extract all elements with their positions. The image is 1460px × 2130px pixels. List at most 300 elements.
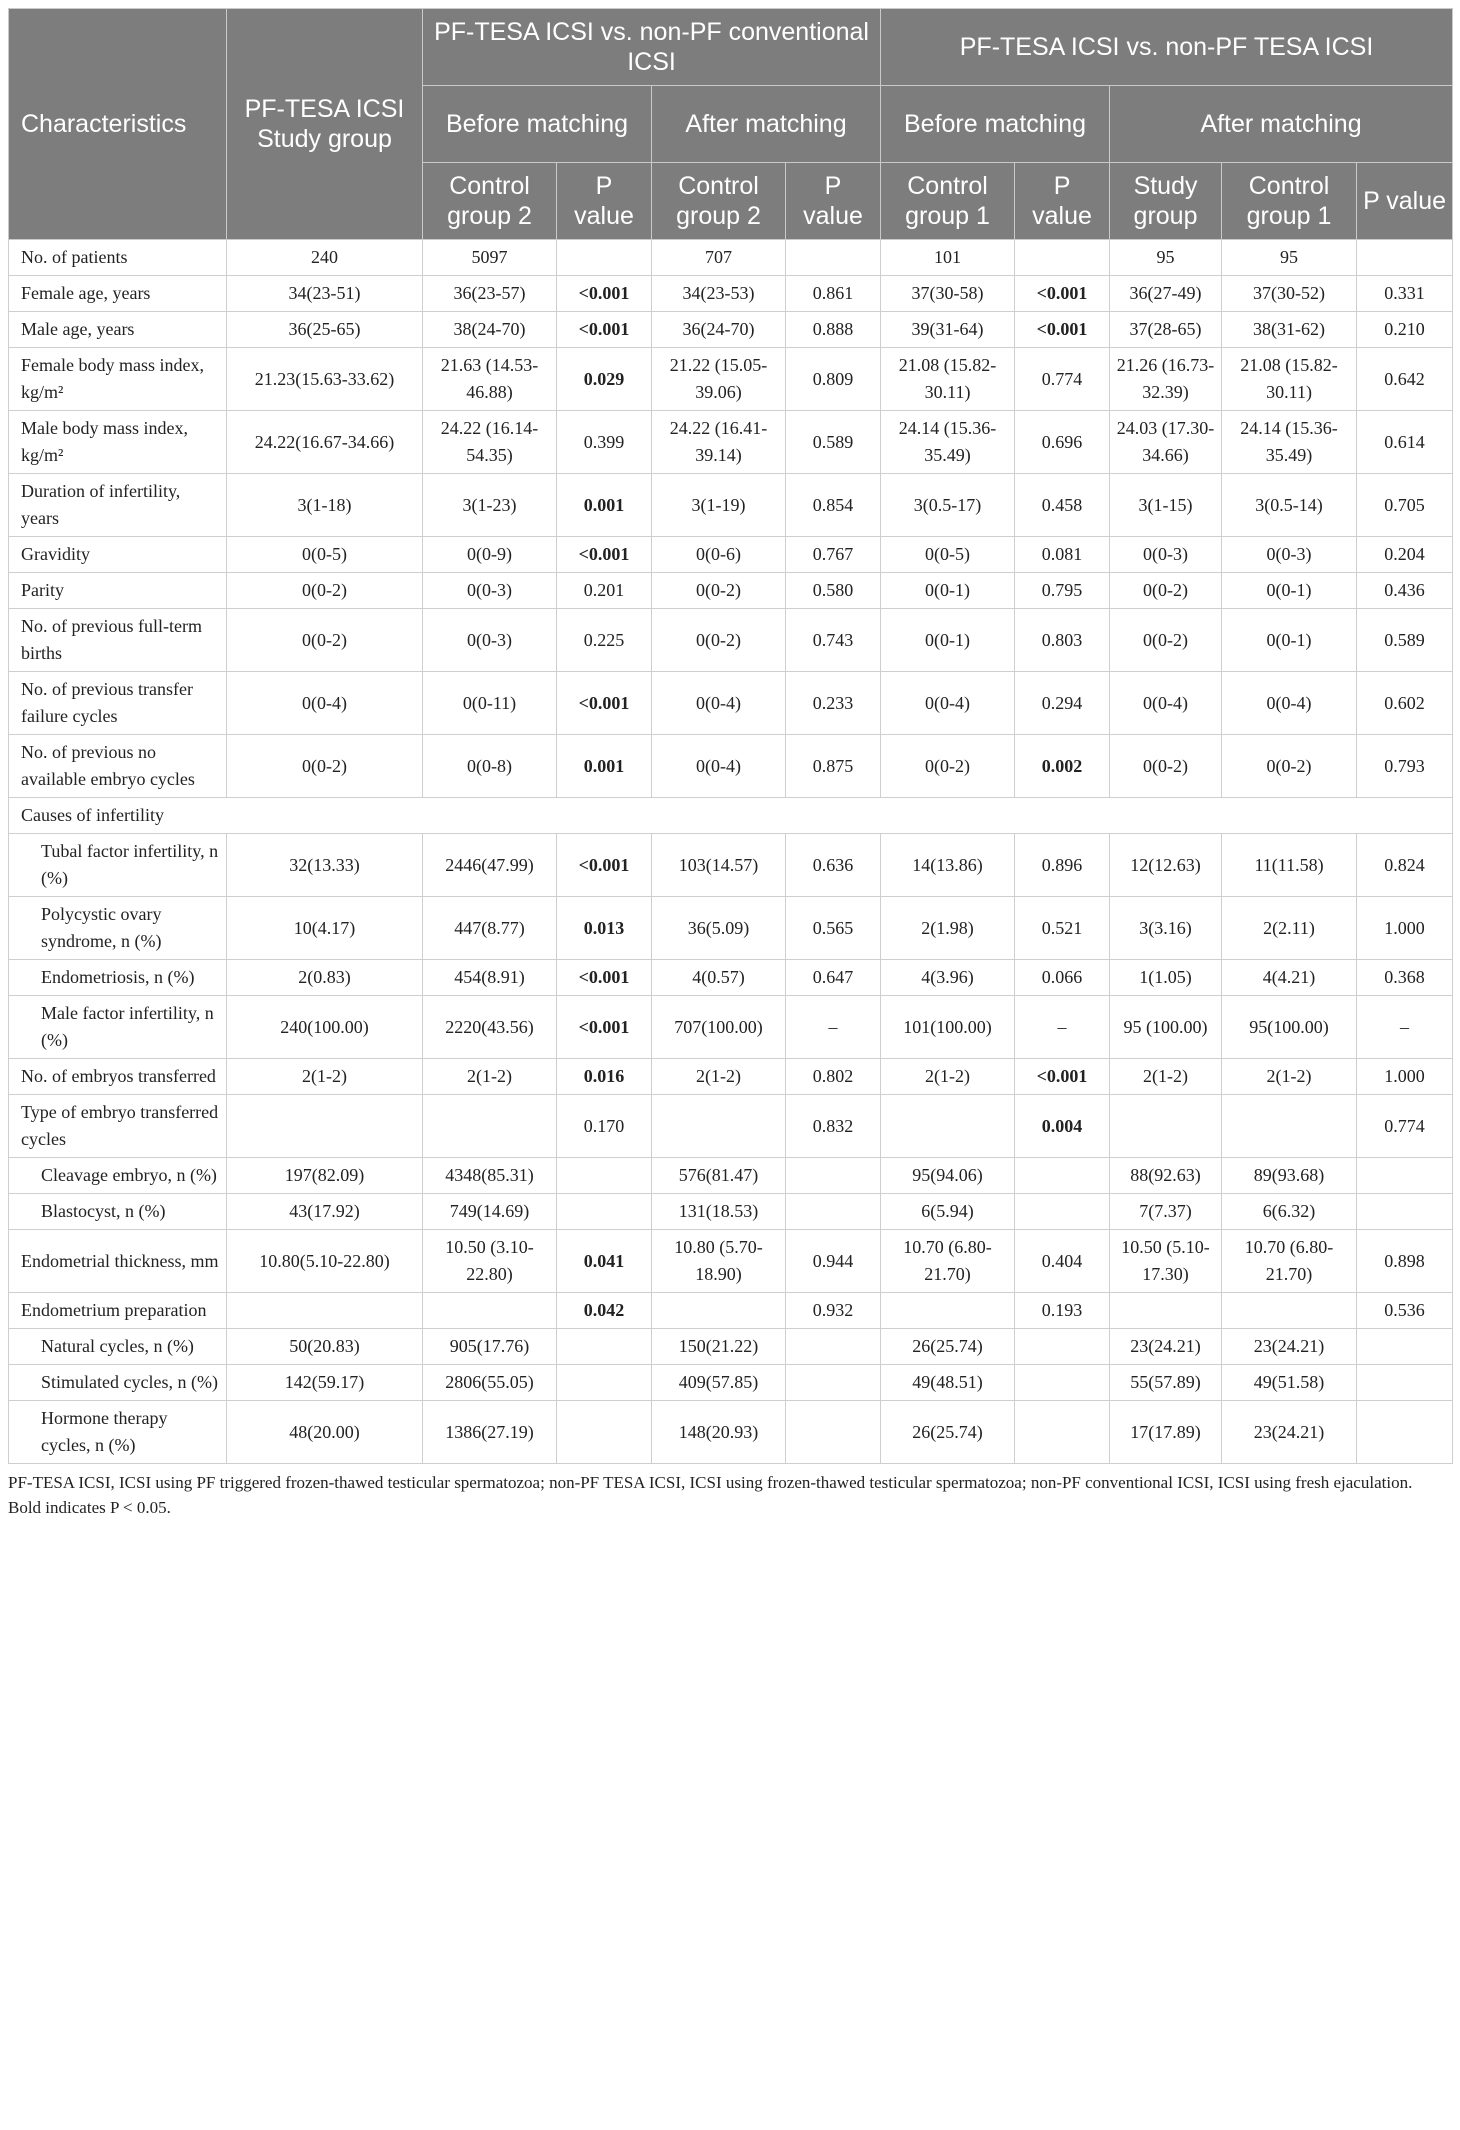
p-value-cell: 0.521 (1015, 897, 1110, 960)
p-value-cell: 0.647 (786, 960, 881, 996)
value-cell: 88(92.63) (1110, 1158, 1222, 1194)
value-cell: 10.80 (5.70-18.90) (652, 1230, 786, 1293)
p-value-cell: 0.944 (786, 1230, 881, 1293)
value-cell: 0(0-8) (423, 735, 557, 798)
p-value-cell: 0.636 (786, 834, 881, 897)
p-value-cell: 0.642 (1357, 348, 1453, 411)
table-row (9, 1329, 1453, 1365)
value-cell: 39(31-64) (881, 312, 1015, 348)
row-label: Blastocyst, n (%) (9, 1194, 227, 1230)
value-cell: 10.50 (3.10-22.80) (423, 1230, 557, 1293)
p-value-cell: 0.004 (1015, 1095, 1110, 1158)
value-cell: 36(5.09) (652, 897, 786, 960)
table-row (9, 1059, 1453, 1095)
value-cell: 454(8.91) (423, 960, 557, 996)
p-value-cell: 0.001 (557, 474, 652, 537)
p-value-cell: 0.368 (1357, 960, 1453, 996)
value-cell: 409(57.85) (652, 1365, 786, 1401)
value-cell: 0(0-5) (227, 537, 423, 573)
p-value-cell: 0.774 (1015, 348, 1110, 411)
row-label: No. of previous full-term births (9, 609, 227, 672)
p-value-cell: 0.803 (1015, 609, 1110, 672)
p-value-cell: 0.536 (1357, 1293, 1453, 1329)
value-cell: 0(0-11) (423, 672, 557, 735)
value-cell: 2220(43.56) (423, 996, 557, 1059)
value-cell: 49(48.51) (881, 1365, 1015, 1401)
table-row (9, 474, 1453, 537)
p-value-cell: 0.170 (557, 1095, 652, 1158)
value-cell: 0(0-3) (423, 573, 557, 609)
p-value-cell: 0.193 (1015, 1293, 1110, 1329)
value-cell: 150(21.22) (652, 1329, 786, 1365)
p-value-cell: 0.832 (786, 1095, 881, 1158)
value-cell: 38(24-70) (423, 312, 557, 348)
row-label: No. of previous transfer failure cycles (9, 672, 227, 735)
value-cell (1110, 1293, 1222, 1329)
p-value-cell: 0.233 (786, 672, 881, 735)
value-cell: 3(0.5-17) (881, 474, 1015, 537)
p-value-cell: 0.809 (786, 348, 881, 411)
value-cell: 5097 (423, 240, 557, 276)
value-cell (227, 1095, 423, 1158)
p-value-cell: 0.898 (1357, 1230, 1453, 1293)
value-cell: 0(0-2) (652, 573, 786, 609)
p-value-cell (1357, 1329, 1453, 1365)
value-cell: 26(25.74) (881, 1401, 1015, 1464)
p-value-cell: 0.767 (786, 537, 881, 573)
value-cell: 17(17.89) (1110, 1401, 1222, 1464)
p-value-cell: 0.042 (557, 1293, 652, 1329)
p-value-cell: 0.016 (557, 1059, 652, 1095)
value-cell: 21.08 (15.82-30.11) (1222, 348, 1357, 411)
p-value-cell: 0.029 (557, 348, 652, 411)
p-value-cell: <0.001 (1015, 1059, 1110, 1095)
p-value-cell: 0.294 (1015, 672, 1110, 735)
row-label: Male age, years (9, 312, 227, 348)
table-row (9, 996, 1453, 1059)
value-cell (652, 1095, 786, 1158)
p-value-cell: 0.436 (1357, 573, 1453, 609)
value-cell: 24.22 (16.41-39.14) (652, 411, 786, 474)
value-cell: 2(0.83) (227, 960, 423, 996)
value-cell: 707(100.00) (652, 996, 786, 1059)
value-cell: 34(23-51) (227, 276, 423, 312)
value-cell (881, 1095, 1015, 1158)
value-cell: 95 (100.00) (1110, 996, 1222, 1059)
value-cell: 21.22 (15.05-39.06) (652, 348, 786, 411)
p-value-cell: 0.589 (786, 411, 881, 474)
value-cell: 49(51.58) (1222, 1365, 1357, 1401)
header-before-matching-b: Before matching (881, 86, 1110, 163)
p-value-cell (557, 1365, 652, 1401)
value-cell: 0(0-4) (1110, 672, 1222, 735)
value-cell: 0(0-2) (227, 735, 423, 798)
header-characteristics: Characteristics (9, 9, 227, 240)
row-label: Gravidity (9, 537, 227, 573)
table-row (9, 240, 1453, 276)
p-value-cell (1357, 1158, 1453, 1194)
value-cell: 89(93.68) (1222, 1158, 1357, 1194)
row-label: Polycystic ovary syndrome, n (%) (9, 897, 227, 960)
value-cell: 4(0.57) (652, 960, 786, 996)
p-value-cell: 0.875 (786, 735, 881, 798)
value-cell: 0(0-1) (1222, 573, 1357, 609)
p-value-cell: <0.001 (1015, 276, 1110, 312)
row-label: Female body mass index, kg/m² (9, 348, 227, 411)
section-row (9, 798, 1453, 834)
value-cell: 0(0-4) (227, 672, 423, 735)
p-value-cell: 0.793 (1357, 735, 1453, 798)
value-cell: 36(24-70) (652, 312, 786, 348)
value-cell: 101 (881, 240, 1015, 276)
value-cell (1222, 1095, 1357, 1158)
p-value-cell: 0.932 (786, 1293, 881, 1329)
value-cell: 95 (1110, 240, 1222, 276)
value-cell: 55(57.89) (1110, 1365, 1222, 1401)
table-row (9, 1230, 1453, 1293)
value-cell: 7(7.37) (1110, 1194, 1222, 1230)
p-value-cell: 1.000 (1357, 1059, 1453, 1095)
value-cell: 23(24.21) (1222, 1329, 1357, 1365)
table-row (9, 960, 1453, 996)
value-cell: 21.23(15.63-33.62) (227, 348, 423, 411)
p-value-cell: – (1015, 996, 1110, 1059)
p-value-cell: 0.458 (1015, 474, 1110, 537)
header-study-group-after: Study group (1110, 163, 1222, 240)
value-cell: 0(0-4) (1222, 672, 1357, 735)
row-label: No. of previous no available embryo cycles (9, 735, 227, 798)
p-value-cell (1357, 1194, 1453, 1230)
table-row (9, 834, 1453, 897)
header-p-value: P value (1357, 163, 1453, 240)
value-cell: 23(24.21) (1110, 1329, 1222, 1365)
value-cell: 0(0-1) (881, 609, 1015, 672)
section-label: Causes of infertility (9, 798, 1453, 834)
value-cell (881, 1293, 1015, 1329)
table-row (9, 609, 1453, 672)
p-value-cell: 0.331 (1357, 276, 1453, 312)
value-cell: 95(94.06) (881, 1158, 1015, 1194)
value-cell: 24.22(16.67-34.66) (227, 411, 423, 474)
header-control-group-2-before: Control group 2 (423, 163, 557, 240)
value-cell: 197(82.09) (227, 1158, 423, 1194)
header-after-matching-a: After matching (652, 86, 881, 163)
value-cell: 148(20.93) (652, 1401, 786, 1464)
value-cell: 36(27-49) (1110, 276, 1222, 312)
p-value-cell: 0.201 (557, 573, 652, 609)
p-value-cell: 0.802 (786, 1059, 881, 1095)
value-cell: 24.14 (15.36-35.49) (881, 411, 1015, 474)
table-row (9, 672, 1453, 735)
value-cell: 0(0-2) (1110, 735, 1222, 798)
value-cell: 707 (652, 240, 786, 276)
table-row (9, 348, 1453, 411)
value-cell: 0(0-3) (1222, 537, 1357, 573)
value-cell: 37(28-65) (1110, 312, 1222, 348)
p-value-cell: <0.001 (557, 834, 652, 897)
value-cell: 2446(47.99) (423, 834, 557, 897)
value-cell: 240 (227, 240, 423, 276)
p-value-cell (557, 1329, 652, 1365)
p-value-cell (786, 1194, 881, 1230)
row-label: Endometrial thickness, mm (9, 1230, 227, 1293)
value-cell: 34(23-53) (652, 276, 786, 312)
value-cell: 4348(85.31) (423, 1158, 557, 1194)
p-value-cell: <0.001 (557, 312, 652, 348)
table-row (9, 1401, 1453, 1464)
value-cell: 38(31-62) (1222, 312, 1357, 348)
table-footnote: PF-TESA ICSI, ICSI using PF triggered frozen-thawed testicular spermatozoa; non-PF TESA ICSI, ICSI using frozen-thawed testicular spermatozoa; non-PF conventional ICSI, ICSI using fresh ejaculation. Bold indicates P < 0.05. (8, 1473, 1413, 1517)
value-cell: 0(0-2) (1110, 609, 1222, 672)
p-value-cell (1015, 1158, 1110, 1194)
p-value-cell (1015, 1194, 1110, 1230)
value-cell: 0(0-9) (423, 537, 557, 573)
p-value-cell: 0.696 (1015, 411, 1110, 474)
table-row (9, 1365, 1453, 1401)
row-label: Endometriosis, n (%) (9, 960, 227, 996)
value-cell: 10.70 (6.80-21.70) (1222, 1230, 1357, 1293)
value-cell: 0(0-4) (652, 672, 786, 735)
value-cell: 0(0-3) (1110, 537, 1222, 573)
table-row (9, 735, 1453, 798)
table-row (9, 411, 1453, 474)
row-label: Stimulated cycles, n (%) (9, 1365, 227, 1401)
value-cell: 3(0.5-14) (1222, 474, 1357, 537)
p-value-cell (786, 1401, 881, 1464)
value-cell: 1386(27.19) (423, 1401, 557, 1464)
value-cell: 11(11.58) (1222, 834, 1357, 897)
value-cell: 36(23-57) (423, 276, 557, 312)
p-value-cell: <0.001 (557, 960, 652, 996)
p-value-cell: 0.580 (786, 573, 881, 609)
row-label: No. of embryos transferred (9, 1059, 227, 1095)
p-value-cell (557, 1158, 652, 1194)
value-cell: 21.63 (14.53-46.88) (423, 348, 557, 411)
value-cell: 0(0-2) (1110, 573, 1222, 609)
value-cell: 50(20.83) (227, 1329, 423, 1365)
p-value-cell (557, 1401, 652, 1464)
value-cell: 2(1-2) (1110, 1059, 1222, 1095)
header-p-value: P value (786, 163, 881, 240)
p-value-cell: 0.602 (1357, 672, 1453, 735)
value-cell: 10.80(5.10-22.80) (227, 1230, 423, 1293)
value-cell: 4(4.21) (1222, 960, 1357, 996)
row-label: Parity (9, 573, 227, 609)
table-body (9, 240, 1453, 1464)
p-value-cell: <0.001 (557, 996, 652, 1059)
p-value-cell: – (786, 996, 881, 1059)
value-cell: 0(0-2) (881, 735, 1015, 798)
value-cell: 0(0-6) (652, 537, 786, 573)
value-cell: 36(25-65) (227, 312, 423, 348)
value-cell: 21.26 (16.73-32.39) (1110, 348, 1222, 411)
value-cell: 21.08 (15.82-30.11) (881, 348, 1015, 411)
value-cell: 0(0-1) (881, 573, 1015, 609)
p-value-cell: 0.774 (1357, 1095, 1453, 1158)
value-cell: 2(1-2) (227, 1059, 423, 1095)
value-cell: 0(0-4) (881, 672, 1015, 735)
header-control-group-1-before: Control group 1 (881, 163, 1015, 240)
p-value-cell (786, 1158, 881, 1194)
value-cell: 101(100.00) (881, 996, 1015, 1059)
header-control-group-1-after: Control group 1 (1222, 163, 1357, 240)
p-value-cell: <0.001 (557, 276, 652, 312)
p-value-cell (786, 240, 881, 276)
p-value-cell: 0.041 (557, 1230, 652, 1293)
value-cell: 2(2.11) (1222, 897, 1357, 960)
value-cell: 576(81.47) (652, 1158, 786, 1194)
value-cell: 95(100.00) (1222, 996, 1357, 1059)
p-value-cell (1015, 1365, 1110, 1401)
p-value-cell: 0.081 (1015, 537, 1110, 573)
value-cell: 0(0-5) (881, 537, 1015, 573)
value-cell: 3(1-19) (652, 474, 786, 537)
table-row (9, 1194, 1453, 1230)
value-cell: 24.22 (16.14-54.35) (423, 411, 557, 474)
value-cell: 131(18.53) (652, 1194, 786, 1230)
value-cell: 3(1-15) (1110, 474, 1222, 537)
header-after-matching-b: After matching (1110, 86, 1453, 163)
value-cell (1110, 1095, 1222, 1158)
value-cell: 10.50 (5.10-17.30) (1110, 1230, 1222, 1293)
value-cell: 32(13.33) (227, 834, 423, 897)
value-cell: 48(20.00) (227, 1401, 423, 1464)
value-cell: 37(30-52) (1222, 276, 1357, 312)
p-value-cell (786, 1365, 881, 1401)
row-label: Tubal factor infertility, n (%) (9, 834, 227, 897)
header-p-value: P value (1015, 163, 1110, 240)
value-cell: 95 (1222, 240, 1357, 276)
p-value-cell (557, 1194, 652, 1230)
header-comparison-a: PF-TESA ICSI vs. non-PF conventional ICSI (423, 9, 881, 86)
value-cell (652, 1293, 786, 1329)
p-value-cell: 0.204 (1357, 537, 1453, 573)
p-value-cell: 0.225 (557, 609, 652, 672)
value-cell: 3(3.16) (1110, 897, 1222, 960)
p-value-cell: 0.404 (1015, 1230, 1110, 1293)
value-cell: 23(24.21) (1222, 1401, 1357, 1464)
p-value-cell: 0.399 (557, 411, 652, 474)
value-cell: 24.03 (17.30-34.66) (1110, 411, 1222, 474)
header-p-value: P value (557, 163, 652, 240)
p-value-cell (557, 240, 652, 276)
table-row (9, 897, 1453, 960)
p-value-cell: 0.896 (1015, 834, 1110, 897)
document (8, 8, 1452, 1520)
value-cell: 12(12.63) (1110, 834, 1222, 897)
characteristics-table (8, 8, 1453, 1464)
p-value-cell: – (1357, 996, 1453, 1059)
value-cell: 4(3.96) (881, 960, 1015, 996)
row-label: Duration of infertility, years (9, 474, 227, 537)
value-cell: 10(4.17) (227, 897, 423, 960)
table-row (9, 1293, 1453, 1329)
value-cell (227, 1293, 423, 1329)
row-label: Hormone therapy cycles, n (%) (9, 1401, 227, 1464)
table-row (9, 537, 1453, 573)
value-cell: 240(100.00) (227, 996, 423, 1059)
p-value-cell: 1.000 (1357, 897, 1453, 960)
p-value-cell: 0.614 (1357, 411, 1453, 474)
value-cell (423, 1293, 557, 1329)
p-value-cell: 0.888 (786, 312, 881, 348)
row-label: No. of patients (9, 240, 227, 276)
value-cell: 2(1.98) (881, 897, 1015, 960)
value-cell: 3(1-23) (423, 474, 557, 537)
p-value-cell: 0.861 (786, 276, 881, 312)
table-row (9, 573, 1453, 609)
p-value-cell: 0.795 (1015, 573, 1110, 609)
p-value-cell (1357, 1401, 1453, 1464)
p-value-cell (1015, 1329, 1110, 1365)
p-value-cell: 0.013 (557, 897, 652, 960)
value-cell: 0(0-1) (1222, 609, 1357, 672)
table-row (9, 1095, 1453, 1158)
row-label: Female age, years (9, 276, 227, 312)
value-cell: 6(6.32) (1222, 1194, 1357, 1230)
header-control-group-2-after: Control group 2 (652, 163, 786, 240)
value-cell: 0(0-2) (652, 609, 786, 672)
p-value-cell (1015, 1401, 1110, 1464)
value-cell: 2(1-2) (881, 1059, 1015, 1095)
value-cell: 1(1.05) (1110, 960, 1222, 996)
p-value-cell: 0.854 (786, 474, 881, 537)
value-cell: 2(1-2) (1222, 1059, 1357, 1095)
row-label: Endometrium preparation (9, 1293, 227, 1329)
value-cell: 0(0-2) (227, 573, 423, 609)
table-header (9, 9, 1453, 240)
value-cell: 2(1-2) (652, 1059, 786, 1095)
p-value-cell: <0.001 (557, 537, 652, 573)
value-cell (1222, 1293, 1357, 1329)
value-cell: 2806(55.05) (423, 1365, 557, 1401)
p-value-cell: 0.565 (786, 897, 881, 960)
value-cell: 0(0-2) (227, 609, 423, 672)
value-cell: 10.70 (6.80-21.70) (881, 1230, 1015, 1293)
p-value-cell: 0.824 (1357, 834, 1453, 897)
value-cell: 749(14.69) (423, 1194, 557, 1230)
row-label: Male factor infertility, n (%) (9, 996, 227, 1059)
header-before-matching-a: Before matching (423, 86, 652, 163)
p-value-cell: 0.001 (557, 735, 652, 798)
p-value-cell: 0.589 (1357, 609, 1453, 672)
p-value-cell: 0.210 (1357, 312, 1453, 348)
p-value-cell: <0.001 (557, 672, 652, 735)
p-value-cell (1015, 240, 1110, 276)
value-cell (423, 1095, 557, 1158)
value-cell: 43(17.92) (227, 1194, 423, 1230)
p-value-cell (1357, 1365, 1453, 1401)
table-row (9, 312, 1453, 348)
table-row (9, 276, 1453, 312)
p-value-cell (786, 1329, 881, 1365)
value-cell: 2(1-2) (423, 1059, 557, 1095)
value-cell: 103(14.57) (652, 834, 786, 897)
value-cell: 447(8.77) (423, 897, 557, 960)
value-cell: 0(0-4) (652, 735, 786, 798)
p-value-cell: 0.066 (1015, 960, 1110, 996)
p-value-cell: 0.705 (1357, 474, 1453, 537)
value-cell: 37(30-58) (881, 276, 1015, 312)
p-value-cell: 0.743 (786, 609, 881, 672)
value-cell: 6(5.94) (881, 1194, 1015, 1230)
row-label: Natural cycles, n (%) (9, 1329, 227, 1365)
table-row (9, 1158, 1453, 1194)
row-label: Cleavage embryo, n (%) (9, 1158, 227, 1194)
value-cell: 24.14 (15.36-35.49) (1222, 411, 1357, 474)
header-study-group: PF-TESA ICSI Study group (227, 9, 423, 240)
header-comparison-b: PF-TESA ICSI vs. non-PF TESA ICSI (881, 9, 1453, 86)
